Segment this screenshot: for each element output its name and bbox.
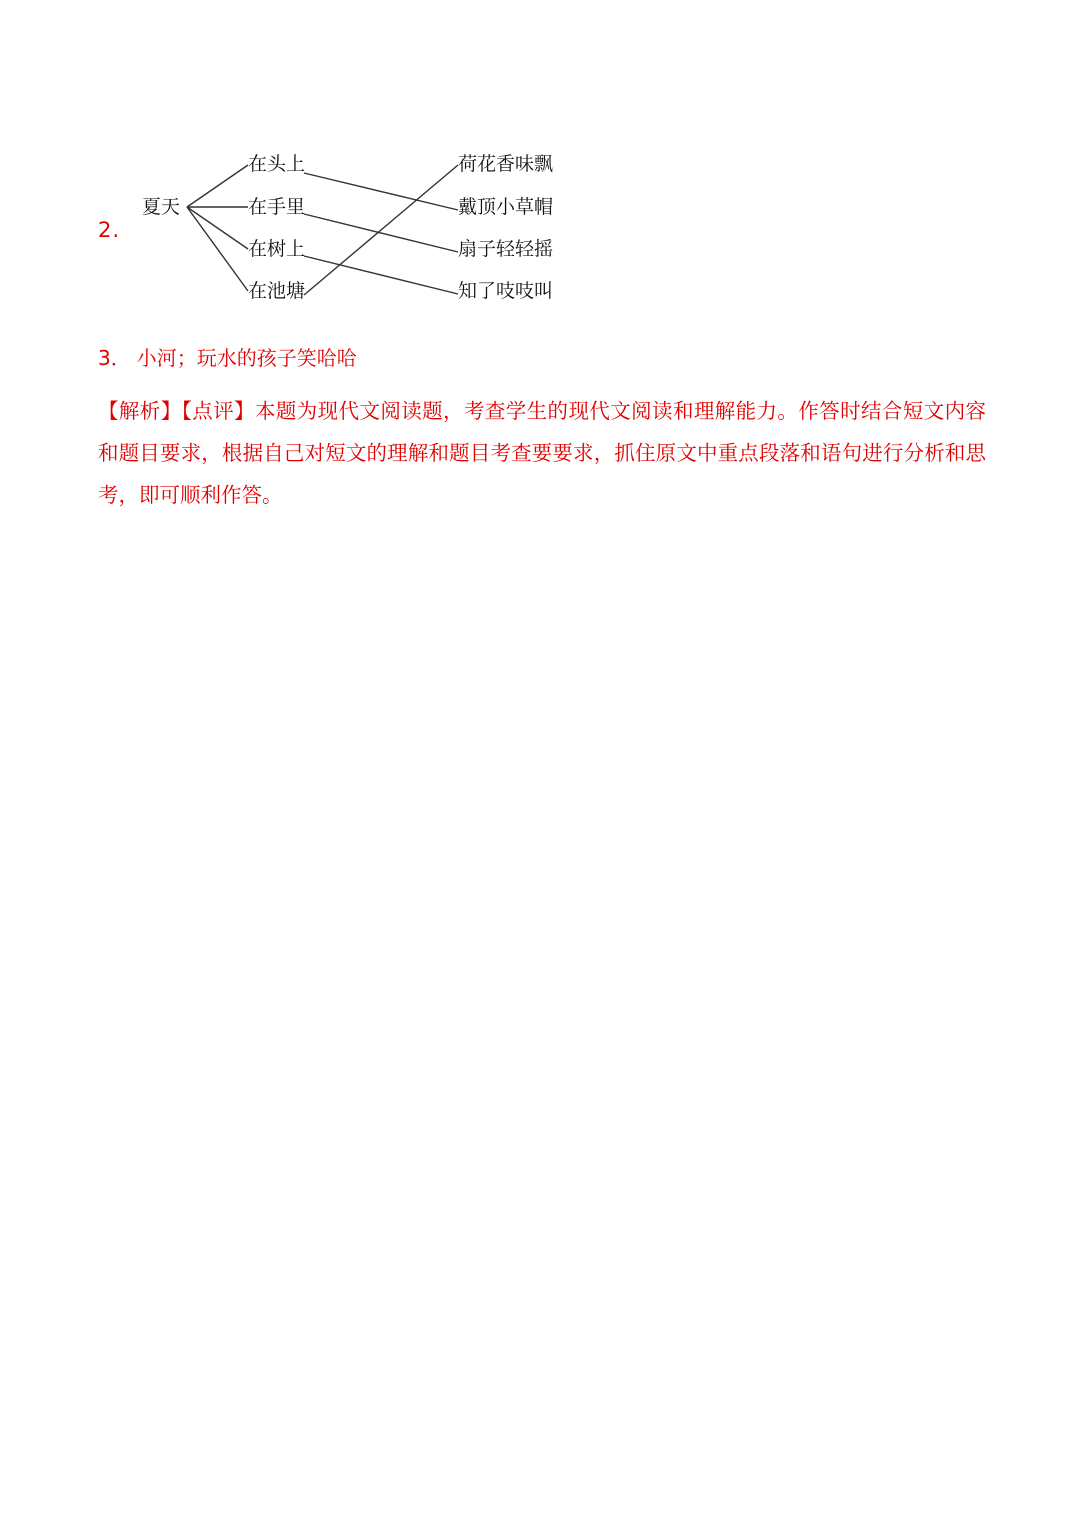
root-branch-line-3 [187, 207, 248, 249]
answer-3-number: 3． [98, 346, 131, 370]
left-item-1: 在头上 [248, 153, 306, 175]
right-item-2: 戴顶小草帽 [458, 196, 554, 218]
matching-diagram [0, 0, 1080, 330]
left-item-4: 在池塘 [248, 280, 306, 302]
right-item-3: 扇子轻轻摇 [458, 238, 554, 260]
analysis-text: 本题为现代文阅读题，考查学生的现代文阅读和理解能力。作答时结合短文内容和题目要求，根据自己对短文的理解和题目考查要要求，抓住原文中重点段落和语句进行分析和思考，即可顺利作答。 [98, 399, 987, 507]
answer-3-text: 小河；玩水的孩子笑哈哈 [136, 346, 357, 370]
root-branch-line-4 [187, 207, 248, 291]
question-2-number: 2. [98, 218, 121, 242]
diagram-root-label: 夏天 [142, 196, 181, 218]
match-line-2 [304, 214, 458, 252]
root-branch-line-1 [187, 165, 248, 207]
match-line-1 [304, 173, 458, 210]
analysis-paragraph [98, 390, 986, 516]
answer-3 [98, 343, 357, 373]
comment-tag: 【点评】 [181, 399, 255, 423]
left-item-3: 在树上 [248, 238, 306, 260]
left-item-2: 在手里 [248, 196, 306, 218]
right-item-1: 荷花香味飘 [458, 153, 554, 175]
analysis-tag: 【解析】 [98, 399, 182, 423]
right-item-4: 知了吱吱叫 [458, 280, 554, 302]
